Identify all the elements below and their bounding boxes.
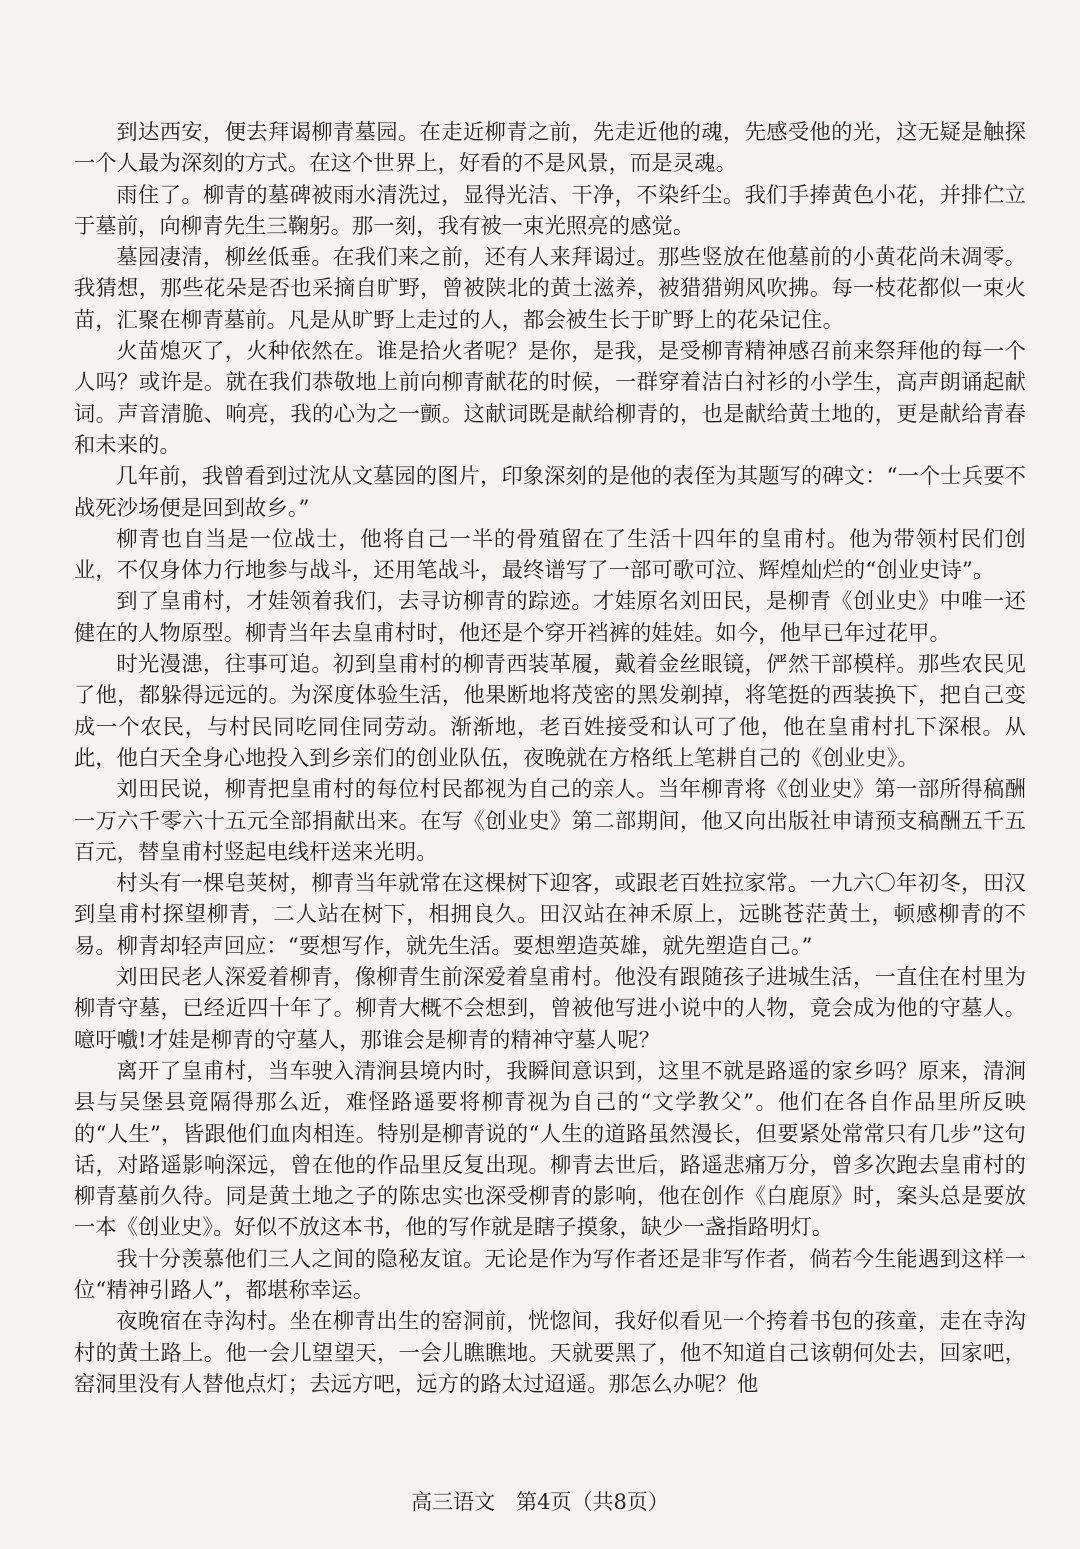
page-footer: 高三语文 第4页（共8页） <box>411 1490 669 1514</box>
paragraph: 夜晚宿在寺沟村。坐在柳青出生的窑洞前，恍惚间，我好似看见一个挎着书包的孩童，走在寺沟村的黄土路上。他一会儿望望天，一会儿瞧瞧地。天就要黑了，他不知道自己该朝何处去，回家吧，窑洞里没有人替他点灯；去远方吧，远方的路太过迢遥。那怎么办呢？他 <box>74 1308 1026 1396</box>
paragraph: 到了皇甫村，才娃领着我们，去寻访柳青的踪迹。才娃原名刘田民，是柳青《创业史》中唯一还健在的人物原型。柳青当年去皇甫村时，他还是个穿开裆裤的娃娃。如今，他早已年过花甲。 <box>74 588 1026 645</box>
paragraph: 几年前，我曾看到过沈从文墓园的图片，印象深刻的是他的表侄为其题写的碑文：“一个士兵要不战死沙场便是回到故乡。” <box>74 463 1026 520</box>
article-body <box>74 116 1026 1399</box>
paragraph: 墓园凄清，柳丝低垂。在我们来之前，还有人来拜谒过。那些竖放在他墓前的小黄花尚未凋零。我猜想，那些花朵是否也采摘自旷野，曾被陕北的黄土滋养，被猎猎朔风吹拂。每一枝花都似一束火苗，汇聚在柳青墓前。凡是从旷野上走过的人，都会被生长于旷野上的花朵记住。 <box>74 244 1026 332</box>
paragraph: 村头有一棵皂荚树，柳青当年就常在这棵树下迎客，或跟老百姓拉家常。一九六〇年初冬，田汉到皇甫村探望柳青，二人站在树下，相拥良久。田汉站在神禾原上，远眺苍茫黄土，顿感柳青的不易。柳青却轻声回应：“要想写作，就先生活。要想塑造英雄，就先塑造自己。” <box>74 870 1026 958</box>
paragraph: 刘田民老人深爱着柳青，像柳青生前深爱着皇甫村。他没有跟随孩子进城生活，一直住在村里为柳青守墓，已经近四十年了。柳青大概不会想到，曾被他写进小说中的人物，竟会成为他的守墓人。噫吁嚱!才娃是柳青的守墓人，那谁会是柳青的精神守墓人呢？ <box>74 964 1026 1052</box>
paragraph: 时光漫漶，往事可追。初到皇甫村的柳青西装革履，戴着金丝眼镜，俨然干部模样。那些农民见了他，都躲得远远的。为深度体验生活，他果断地将茂密的黑发剃掉，将笔挺的西装换下，把自己变成一个农民，与村民同吃同住同劳动。渐渐地，老百姓接受和认可了他，他在皇甫村扎下深根。从此，他白天全身心地投入到乡亲们的创业队伍，夜晚就在方格纸上笔耕自己的《创业史》。 <box>74 651 1026 770</box>
paragraph: 我十分羡慕他们三人之间的隐秘友谊。无论是作为写作者还是非写作者，倘若今生能遇到这样一位“精神引路人”，都堪称幸运。 <box>74 1245 1026 1302</box>
paragraph: 刘田民说，柳青把皇甫村的每位村民都视为自己的亲人。当年柳青将《创业史》第一部所得稿酬一万六千零六十五元全部捐献出来。在写《创业史》第二部期间，他又向出版社申请预支稿酬五千五百元，替皇甫村竖起电线杆送来光明。 <box>74 776 1026 864</box>
paragraph: 到达西安，便去拜谒柳青墓园。在走近柳青之前，先走近他的魂，先感受他的光，这无疑是触探一个人最为深刻的方式。在这个世界上，好看的不是风景，而是灵魂。 <box>74 119 1026 176</box>
paragraph: 离开了皇甫村，当车驶入清涧县境内时，我瞬间意识到，这里不就是路遥的家乡吗？原来，清涧县与吴堡县竟隔得那么近，难怪路遥要将柳青视为自己的“文学教父”。他们在各自作品里所反映的“人生”，皆跟他们血肉相连。特别是柳青说的“人生的道路虽然漫长，但要紧处常常只有几步”这句话，对路遥影响深远，曾在他的作品里反复出现。柳青去世后，路遥悲痛万分，曾多次跑去皇甫村的柳青墓前久待。同是黄土地之子的陈忠实也深受柳青的影响，他在创作《白鹿原》时，案头总是要放一本《创业史》。好似不放这本书，他的写作就是瞎子摸象，缺少一盏指路明灯。 <box>74 1057 1026 1240</box>
paragraph: 火苗熄灭了，火种依然在。谁是拾火者呢？是你，是我，是受柳青精神感召前来祭拜他的每一个人吗？或许是。就在我们恭敬地上前向柳青献花的时候，一群穿着洁白衬衫的小学生，高声朗诵起献词。声音清脆、响亮，我的心为之一颤。这献词既是献给柳青的，也是献给黄土地的，更是献给青春和未来的。 <box>74 338 1026 457</box>
paragraph: 雨住了。柳青的墓碑被雨水清洗过，显得光洁、干净，不染纤尘。我们手捧黄色小花，并排伫立于墓前，向柳青先生三鞠躬。那一刻，我有被一束光照亮的感觉。 <box>74 181 1026 238</box>
paragraph: 柳青也自当是一位战士，他将自己一半的骨殖留在了生活十四年的皇甫村。他为带领村民们创业，不仅身体力行地参与战斗，还用笔战斗，最终谱写了一部可歌可泣、辉煌灿烂的“创业史诗”。 <box>74 525 1026 583</box>
